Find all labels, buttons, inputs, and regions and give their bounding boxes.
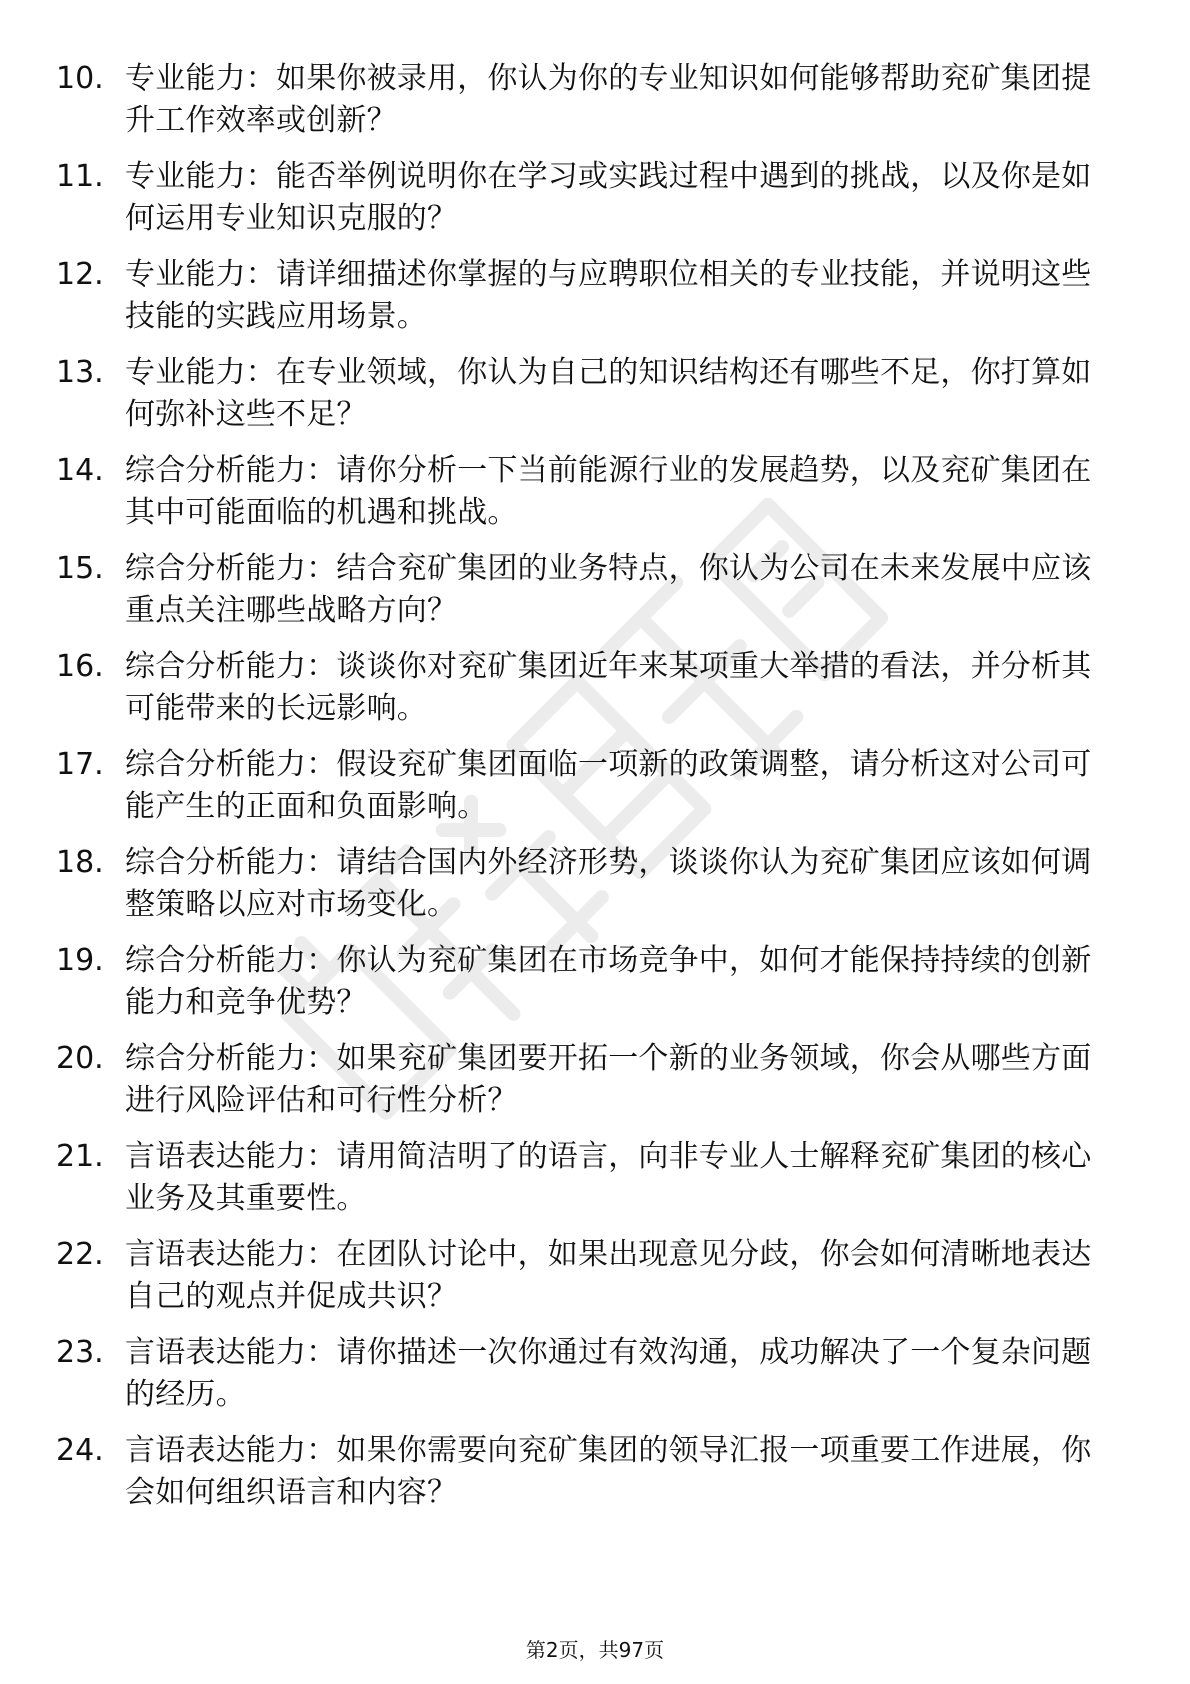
list-item: [0, 834, 1190, 932]
question-text: 综合分析能力：假设兖矿集团面临一项新的政策调整，请分析这对公司可能产生的正面和负面影响。: [125, 747, 1092, 824]
question-text: 专业能力：请详细描述你掌握的与应聘职位相关的专业技能，并说明这些技能的实践应用场景。: [125, 257, 1092, 334]
question-text: 专业能力：能否举例说明你在学习或实践过程中遇到的挑战，以及你是如何运用专业知识克服的？: [125, 159, 1092, 236]
list-item: [0, 1422, 1190, 1520]
question-number: 15.: [56, 551, 104, 586]
list-item: [0, 50, 1190, 148]
question-text: 综合分析能力：结合兖矿集团的业务特点，你认为公司在未来发展中应该重点关注哪些战略方向？: [125, 551, 1092, 628]
question-text: 综合分析能力：如果兖矿集团要开拓一个新的业务领域，你会从哪些方面进行风险评估和可行性分析？: [125, 1041, 1092, 1118]
question-text: 专业能力：如果你被录用，你认为你的专业知识如何能够帮助兖矿集团提升工作效率或创新？: [125, 61, 1092, 138]
question-number: 13.: [56, 355, 104, 390]
question-number: 10.: [56, 61, 104, 96]
list-item: [0, 148, 1190, 246]
list-item: [0, 1128, 1190, 1226]
list-item: [0, 1226, 1190, 1324]
list-item: [0, 540, 1190, 638]
question-text: 言语表达能力：在团队讨论中，如果出现意见分歧，你会如何清晰地表达自己的观点并促成共识？: [125, 1237, 1092, 1314]
question-text: 综合分析能力：请结合国内外经济形势，谈谈你认为兖矿集团应该如何调整策略以应对市场变化。: [125, 845, 1092, 922]
list-item: [0, 442, 1190, 540]
question-text: 言语表达能力：如果你需要向兖矿集团的领导汇报一项重要工作进展，你会如何组织语言和内容？: [125, 1433, 1092, 1510]
question-number: 21.: [56, 1139, 104, 1174]
question-number: 22.: [56, 1237, 104, 1272]
question-number: 14.: [56, 453, 104, 488]
list-item: [0, 638, 1190, 736]
question-list: [0, 50, 1190, 1520]
list-item: [0, 344, 1190, 442]
list-item: [0, 932, 1190, 1030]
list-item: [0, 246, 1190, 344]
question-text: 言语表达能力：请你描述一次你通过有效沟通，成功解决了一个复杂问题的经历。: [125, 1335, 1092, 1412]
question-number: 16.: [56, 649, 104, 684]
question-number: 19.: [56, 943, 104, 978]
question-number: 20.: [56, 1041, 104, 1076]
question-text: 专业能力：在专业领域，你认为自己的知识结构还有哪些不足，你打算如何弥补这些不足？: [125, 355, 1092, 432]
question-number: 24.: [56, 1433, 104, 1468]
question-number: 23.: [56, 1335, 104, 1370]
question-number: 17.: [56, 747, 104, 782]
question-text: 综合分析能力：你认为兖矿集团在市场竞争中，如何才能保持持续的创新能力和竞争优势？: [125, 943, 1092, 1020]
list-item: [0, 1324, 1190, 1422]
question-number: 11.: [56, 159, 104, 194]
question-text: 综合分析能力：请你分析一下当前能源行业的发展趋势，以及兖矿集团在其中可能面临的机遇和挑战。: [125, 453, 1092, 530]
question-number: 18.: [56, 845, 104, 880]
list-item: [0, 1030, 1190, 1128]
question-text: 综合分析能力：谈谈你对兖矿集团近年来某项重大举措的看法，并分析其可能带来的长远影响。: [125, 649, 1092, 726]
page-number-footer: 第2页，共97页: [525, 1638, 665, 1662]
question-number: 12.: [56, 257, 104, 292]
list-item: [0, 736, 1190, 834]
question-text: 言语表达能力：请用简洁明了的语言，向非专业人士解释兖矿集团的核心业务及其重要性。: [125, 1139, 1092, 1216]
